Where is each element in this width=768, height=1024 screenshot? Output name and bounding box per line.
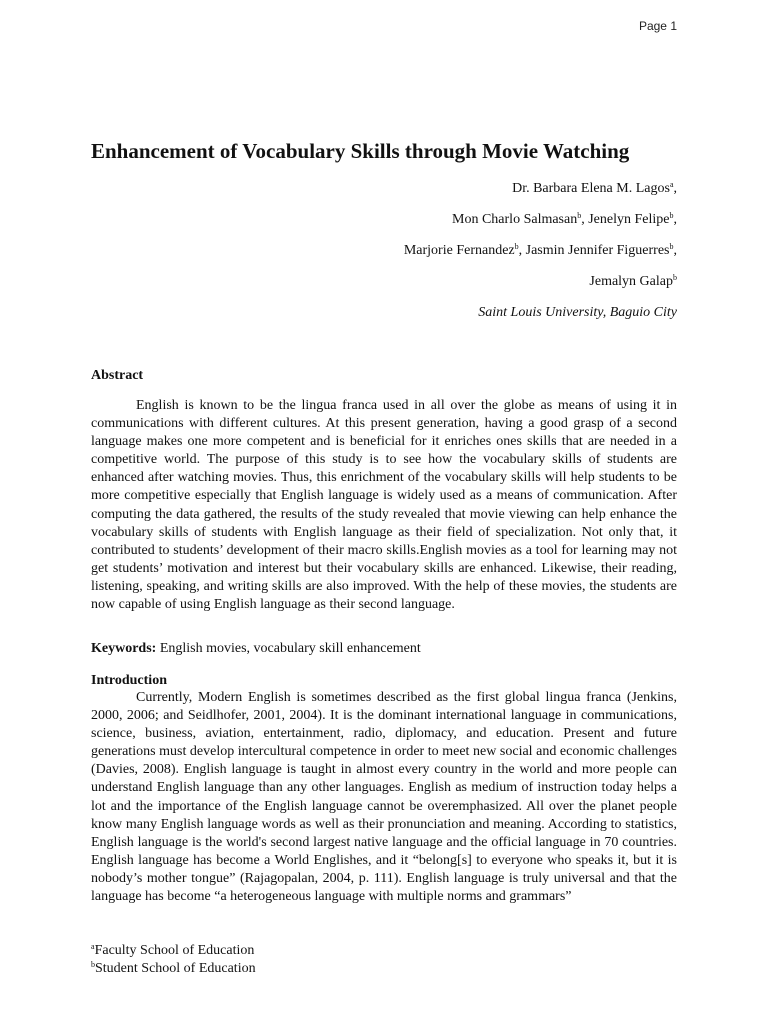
author-separator: , bbox=[518, 243, 526, 258]
author-separator: , bbox=[673, 181, 677, 196]
author-affiliation-mark: b bbox=[669, 211, 674, 220]
author-name: Dr. Barbara Elena M. Lagos bbox=[512, 181, 670, 196]
author-name: Marjorie Fernandez bbox=[403, 243, 515, 258]
author-affiliation-mark: b bbox=[673, 273, 677, 282]
author-line-1 bbox=[512, 180, 677, 198]
author-affiliation-mark: b bbox=[577, 211, 582, 220]
paper-title: Enhancement of Vocabulary Skills through Movie Watching bbox=[91, 139, 630, 163]
abstract-text: English is known to be the lingua franca used in all over the globe as means of using it in communications with different cultures. At this present generation, having a good grasp of a second language makes one more competent and is beneficial for it enriches ones skills that are needed in a competitive world. The purpose of this study is to see how the vocabulary skills of students are enhanced after watching movies. Thus, this enrichment of the vocabulary skills will help students to be more competitive especially that English language is widely used as a means of communication. After computing the data gathered, the results of the study revealed that movie viewing can help enhance the vocabulary skills of students with English language as their field of specialization. Not only that, it contributed to students’ development of their macro skills.English movies as a tool for learning may not get students’ motivation and interest but their vocabulary skills are enhanced. Likewise, their reading, listening, speaking, and writing skills are also improved. With the help of these movies, the students are now capable of using English language as their second language. bbox=[91, 398, 677, 613]
author-name: Jemalyn Galap bbox=[589, 274, 673, 289]
introduction-heading: Introduction bbox=[91, 673, 167, 688]
author-affiliation-mark: b bbox=[669, 242, 674, 251]
keywords-line bbox=[91, 640, 421, 658]
author-separator: , bbox=[673, 212, 677, 227]
author-name: Mon Charlo Salmasan bbox=[452, 212, 578, 227]
affiliation: Saint Louis University, Baguio City bbox=[478, 305, 677, 320]
author-name: Jenelyn Felipe bbox=[588, 212, 670, 227]
abstract-heading: Abstract bbox=[91, 368, 144, 383]
author-line-3 bbox=[404, 242, 677, 260]
author-separator: , bbox=[581, 212, 589, 227]
footnotes bbox=[91, 942, 256, 978]
author-name: Jasmin Jennifer Figuerres bbox=[525, 243, 670, 258]
keywords-value: English movies, vocabulary skill enhancement bbox=[156, 641, 421, 656]
author-affiliation-mark: a bbox=[669, 180, 674, 189]
page-number: Page 1 bbox=[638, 19, 677, 33]
author-affiliation-mark: b bbox=[514, 242, 519, 251]
keywords-label: Keywords: bbox=[91, 641, 157, 656]
footnote-text: Faculty School of Education bbox=[94, 943, 255, 958]
author-separator: , bbox=[673, 243, 677, 258]
footnote-mark: b bbox=[91, 960, 95, 969]
footnote-mark: a bbox=[91, 942, 95, 951]
author-line-4 bbox=[589, 273, 677, 291]
author-line-2 bbox=[452, 211, 677, 229]
footnote bbox=[91, 942, 256, 960]
footnote-text: Student School of Education bbox=[95, 961, 256, 976]
introduction-text: Currently, Modern English is sometimes described as the first global lingua franca (Jenkins, 2000, 2006; and Seidlhofer, 2001, 2004). It is the dominant international language in communications, science, business, aviation, entertainment, radio, diplomacy, and education. Present and future generations must develop intercultural competence in order to meet new social and economic challenges (Davies, 2008). English language is taught in almost every country in the world and more people can understand English language than any other languages. English as medium of instruction today helps a lot and the importance of the English language cannot be overemphasized. All over the planet people know many English language words as well as their pronunciation and meaning. According to statistics, English language is the world's second largest native language and the official language in 70 countries. English language has become a World Englishes, and it “belong[s] to everyone who speaks it, but it is nobody’s mother tongue” (Rajagopalan, 2004, p. 111). English language is truly universal and that the language has become “a heterogeneous language with multiple norms and grammars” bbox=[91, 690, 677, 905]
footnote bbox=[91, 960, 256, 978]
